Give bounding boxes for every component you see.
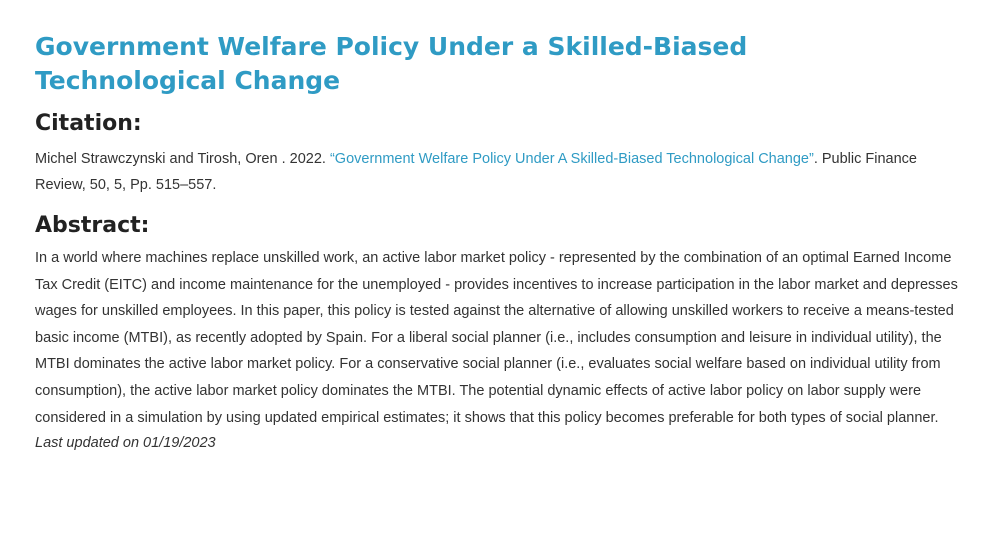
citation-heading: Citation: bbox=[35, 111, 142, 136]
abstract-text: In a world where machines replace unskilled work, an active labor market policy - represented by the combination of an optimal Earned Income Tax Credit (EITC) and income maintenance for the unemployed - provides incentives to increase participation in the labor market and depresses wages for unskilled employees. In this paper, this policy is tested against the alternative of allowing unskilled workers to receive a means-tested basic income (MTBI), as recently adopted by Spain. For a liberal social planner (i.e., includes consumption and leisure in individual utility), the MTBI dominates the active labor market policy. For a conservative social planner (i.e., evaluates social welfare based on individual utility from consumption), the active labor market policy dominates the MTBI. The potential dynamic effects of active labor policy on labor supply were considered in a simulation by using updated empirical estimates; it shows that this policy becomes preferable for both types of social planner. bbox=[35, 250, 958, 426]
abstract-heading: Abstract: bbox=[35, 213, 150, 238]
citation-title-link[interactable]: “Government Welfare Policy Under A Skilled-Biased Technological Change” bbox=[329, 151, 814, 167]
citation-text bbox=[35, 146, 955, 198]
last-updated-text: Last updated on 01/19/2023 bbox=[35, 435, 216, 452]
citation-authors-year: Michel Strawczynski and Tirosh, Oren . 2022. bbox=[35, 151, 330, 167]
page-title: Government Welfare Policy Under a Skilled-Biased Technological Change bbox=[35, 32, 748, 95]
citation-source: . Public Finance Review, 50, 5, Pp. 515–557. bbox=[35, 151, 917, 193]
